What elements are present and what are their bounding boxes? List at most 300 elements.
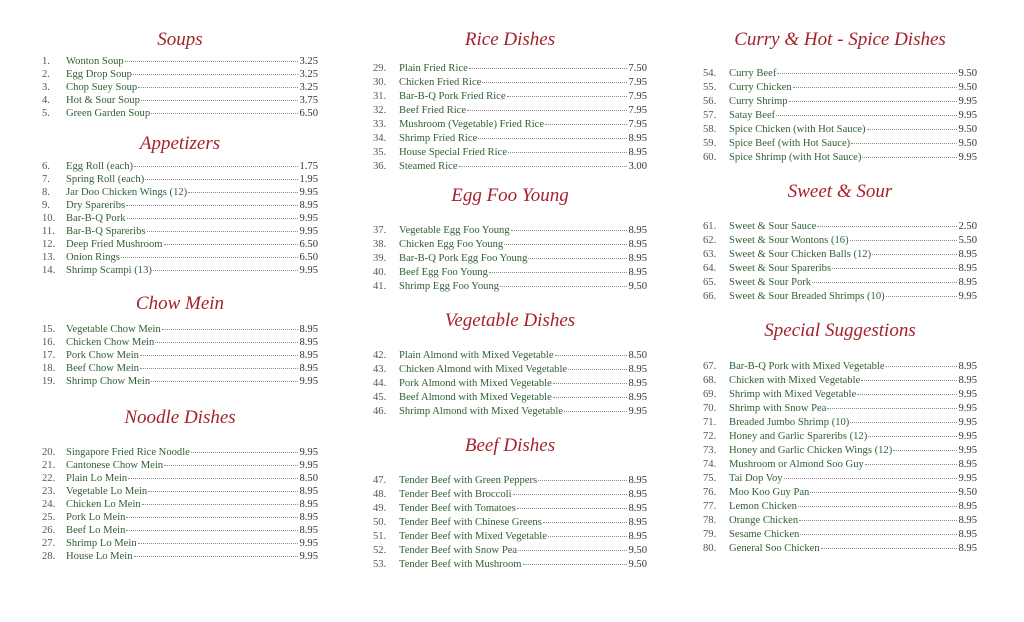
item-price: 9.95	[299, 187, 318, 198]
item-name: Sesame Chicken	[729, 529, 800, 540]
dot-leader	[553, 397, 628, 398]
dot-leader	[513, 494, 628, 495]
item-name: Curry Shrimp	[729, 96, 788, 107]
menu-item	[42, 68, 318, 81]
item-number: 23.	[42, 486, 56, 497]
item-number: 27.	[42, 538, 56, 549]
menu-item	[42, 336, 318, 349]
dot-leader	[126, 530, 298, 531]
item-name: Onion Rings	[66, 252, 120, 263]
item-name: Tender Beef with Green Peppers	[399, 475, 538, 486]
item-number: 8.	[42, 187, 50, 198]
item-price: 1.95	[299, 174, 318, 185]
item-name: House Special Fried Rice	[399, 147, 507, 158]
item-price: 3.25	[299, 82, 318, 93]
dot-leader	[489, 272, 628, 273]
dot-leader	[893, 450, 957, 451]
menu-item	[42, 94, 318, 107]
item-number: 63.	[703, 249, 717, 260]
item-name: Chicken Almond with Mixed Vegetable	[399, 364, 568, 375]
menu-item	[703, 472, 977, 486]
item-number: 64.	[703, 263, 717, 274]
item-name: Deep Fried Mushroom	[66, 239, 163, 250]
item-price: 8.95	[299, 486, 318, 497]
item-price: 8.95	[628, 239, 647, 250]
item-number: 39.	[373, 253, 387, 264]
item-number: 11.	[42, 226, 55, 237]
item-price: 8.95	[628, 475, 647, 486]
item-name: Plain Fried Rice	[399, 63, 468, 74]
menu-item	[703, 109, 977, 123]
dot-leader	[799, 520, 957, 521]
menu-item	[703, 486, 977, 500]
item-number: 30.	[373, 77, 387, 88]
dot-leader	[886, 296, 958, 297]
menu-item	[373, 516, 647, 530]
item-number: 36.	[373, 161, 387, 172]
menu-item	[373, 488, 647, 502]
item-price: 3.00	[628, 161, 647, 172]
menu-item	[373, 391, 647, 405]
item-number: 7.	[42, 174, 50, 185]
dot-leader	[145, 179, 298, 180]
menu-item	[703, 290, 977, 304]
section-heading: Beef Dishes	[464, 435, 556, 456]
item-name: Egg Roll (each)	[66, 161, 134, 172]
item-price: 7.95	[628, 105, 647, 116]
menu-item	[373, 280, 647, 294]
item-name: Sweet & Sour Spareribs	[729, 263, 832, 274]
dot-leader	[538, 480, 627, 481]
dot-leader	[511, 230, 628, 231]
item-number: 51.	[373, 531, 387, 542]
item-name: Vegetable Chow Mein	[66, 324, 161, 335]
menu-item	[703, 276, 977, 290]
item-name: Honey and Garlic Chicken Wings (12)	[729, 445, 893, 456]
dot-leader	[147, 231, 299, 232]
item-price: 8.95	[628, 133, 647, 144]
item-number: 61.	[703, 221, 717, 232]
menu-item	[42, 485, 318, 498]
dot-leader	[777, 73, 957, 74]
menu-item	[373, 146, 647, 160]
item-name: Egg Drop Soup	[66, 69, 132, 80]
section-heading: Vegetable Dishes	[444, 310, 576, 331]
item-price: 9.95	[958, 445, 977, 456]
item-price: 9.95	[958, 110, 977, 121]
dot-leader	[861, 380, 957, 381]
menu-item	[42, 459, 318, 472]
item-number: 79.	[703, 529, 717, 540]
menu-item	[42, 362, 318, 375]
menu-item	[703, 151, 977, 165]
dot-leader	[467, 110, 627, 111]
item-name: Bar-B-Q Spareribs	[66, 226, 146, 237]
item-price: 8.95	[628, 225, 647, 236]
dot-leader	[793, 87, 958, 88]
menu-item	[703, 137, 977, 151]
menu-item	[703, 95, 977, 109]
item-name: Honey and Garlic Spareribs (12)	[729, 431, 868, 442]
item-name: Shrimp Scampi (13)	[66, 265, 152, 276]
item-price: 8.95	[958, 249, 977, 260]
item-name: Mushroom (Vegetable) Fried Rice	[399, 119, 545, 130]
item-price: 8.95	[299, 350, 318, 361]
item-price: 9.50	[958, 138, 977, 149]
item-name: Spice Beef (with Hot Sauce)	[729, 138, 851, 149]
item-number: 25.	[42, 512, 56, 523]
item-number: 75.	[703, 473, 717, 484]
menu-item	[703, 528, 977, 542]
menu-item	[703, 402, 977, 416]
menu-item-list	[42, 446, 318, 563]
item-name: Cantonese Chow Mein	[66, 460, 164, 471]
item-name: Pork Almond with Mixed Vegetable	[399, 378, 552, 389]
dot-leader	[832, 268, 957, 269]
menu-item	[42, 550, 318, 563]
item-price: 9.95	[958, 473, 977, 484]
menu-item	[42, 349, 318, 362]
item-price: 9.95	[958, 291, 977, 302]
item-name: Green Garden Soup	[66, 108, 151, 119]
item-price: 9.95	[299, 460, 318, 471]
item-price: 9.95	[628, 406, 647, 417]
dot-leader	[810, 492, 957, 493]
item-number: 40.	[373, 267, 387, 278]
item-price: 9.95	[299, 226, 318, 237]
menu-item	[42, 212, 318, 225]
menu-item	[373, 104, 647, 118]
item-number: 33.	[373, 119, 387, 130]
item-number: 67.	[703, 361, 717, 372]
item-number: 50.	[373, 517, 387, 528]
item-name: Satay Beef	[729, 110, 776, 121]
item-number: 41.	[373, 281, 387, 292]
item-price: 8.95	[628, 517, 647, 528]
menu-item	[373, 474, 647, 488]
item-price: 8.50	[628, 350, 647, 361]
item-price: 8.95	[628, 253, 647, 264]
item-price: 8.95	[299, 525, 318, 536]
item-number: 65.	[703, 277, 717, 288]
item-price: 9.50	[628, 545, 647, 556]
item-price: 9.50	[628, 559, 647, 570]
item-name: Vegetable Lo Mein	[66, 486, 148, 497]
item-number: 31.	[373, 91, 387, 102]
item-number: 29.	[373, 63, 387, 74]
item-number: 38.	[373, 239, 387, 250]
menu-item	[42, 537, 318, 550]
item-number: 70.	[703, 403, 717, 414]
item-number: 6.	[42, 161, 50, 172]
item-name: Bar-B-Q Pork Fried Rice	[399, 91, 506, 102]
dot-leader	[857, 394, 957, 395]
item-number: 18.	[42, 363, 56, 374]
item-number: 14.	[42, 265, 56, 276]
item-number: 59.	[703, 138, 717, 149]
section-heading: Noodle Dishes	[124, 407, 236, 428]
item-name: Steamed Rice	[399, 161, 458, 172]
item-number: 28.	[42, 551, 56, 562]
menu-item	[373, 377, 647, 391]
item-price: 8.95	[299, 324, 318, 335]
item-number: 13.	[42, 252, 56, 263]
item-name: Tender Beef with Broccoli	[399, 489, 512, 500]
item-number: 3.	[42, 82, 50, 93]
item-number: 48.	[373, 489, 387, 500]
item-number: 47.	[373, 475, 387, 486]
menu-item-list	[703, 220, 977, 304]
item-name: Dry Spareribs	[66, 200, 126, 211]
item-price: 9.95	[958, 431, 977, 442]
item-price: 7.95	[628, 119, 647, 130]
dot-leader	[776, 115, 957, 116]
item-name: Curry Chicken	[729, 82, 792, 93]
item-price: 3.25	[299, 56, 318, 67]
dot-leader	[164, 465, 298, 466]
item-name: Bar-B-Q Pork Egg Foo Young	[399, 253, 528, 264]
menu-item	[373, 252, 647, 266]
menu-item	[373, 76, 647, 90]
item-price: 8.95	[958, 529, 977, 540]
menu-item	[703, 514, 977, 528]
item-number: 4.	[42, 95, 50, 106]
item-name: Shrimp Almond with Mixed Vegetable	[399, 406, 563, 417]
item-number: 56.	[703, 96, 717, 107]
item-price: 9.95	[299, 447, 318, 458]
menu-item	[42, 81, 318, 94]
section-heading: Curry & Hot - Spice Dishes	[734, 29, 946, 50]
item-price: 8.95	[958, 375, 977, 386]
item-number: 69.	[703, 389, 717, 400]
dot-leader	[528, 258, 627, 259]
item-number: 35.	[373, 147, 387, 158]
dot-leader	[188, 192, 298, 193]
item-name: Tai Dop Voy	[729, 473, 783, 484]
item-name: Breaded Jumbo Shrimp (10)	[729, 417, 850, 428]
dot-leader	[140, 368, 298, 369]
item-number: 73.	[703, 445, 717, 456]
menu-item	[703, 262, 977, 276]
menu-item	[703, 360, 977, 374]
menu-item	[703, 81, 977, 95]
item-price: 8.95	[628, 392, 647, 403]
item-number: 22.	[42, 473, 56, 484]
item-name: Beef Chow Mein	[66, 363, 139, 374]
item-price: 7.95	[628, 91, 647, 102]
item-name: Beef Almond with Mixed Vegetable	[399, 392, 552, 403]
item-price: 9.95	[299, 376, 318, 387]
section-heading: Sweet & Sour	[787, 181, 893, 202]
section-heading: Special Suggestions	[764, 320, 916, 341]
menu-item-list	[42, 55, 318, 120]
item-price: 8.95	[299, 363, 318, 374]
dot-leader	[518, 550, 627, 551]
dot-leader	[867, 129, 958, 130]
item-name: Tender Beef with Mushroom	[399, 559, 522, 570]
menu-item	[42, 199, 318, 212]
item-number: 60.	[703, 152, 717, 163]
item-number: 43.	[373, 364, 387, 375]
item-number: 54.	[703, 68, 717, 79]
item-price: 7.50	[628, 63, 647, 74]
item-number: 5.	[42, 108, 50, 119]
item-price: 1.75	[299, 161, 318, 172]
menu-item	[42, 446, 318, 459]
item-number: 76.	[703, 487, 717, 498]
menu-item	[703, 542, 977, 556]
menu-item	[42, 498, 318, 511]
item-name: Chicken Chow Mein	[66, 337, 155, 348]
dot-leader	[784, 478, 958, 479]
dot-leader	[872, 254, 957, 255]
item-name: Bar-B-Q Pork with Mixed Vegetable	[729, 361, 885, 372]
item-name: Vegetable Egg Foo Young	[399, 225, 510, 236]
dot-leader	[798, 506, 957, 507]
menu-item-list	[373, 62, 647, 174]
item-price: 9.95	[958, 96, 977, 107]
item-name: Spice Shrimp (with Hot Sauce)	[729, 152, 862, 163]
dot-leader	[507, 96, 628, 97]
item-name: Plain Lo Mein	[66, 473, 128, 484]
dot-leader	[138, 543, 299, 544]
item-name: Spice Chicken (with Hot Sauce)	[729, 124, 866, 135]
dot-leader	[155, 342, 298, 343]
item-number: 74.	[703, 459, 717, 470]
item-name: Shrimp with Mixed Vegetable	[729, 389, 857, 400]
item-number: 24.	[42, 499, 56, 510]
dot-leader	[148, 491, 298, 492]
item-price: 9.50	[958, 68, 977, 79]
item-number: 2.	[42, 69, 50, 80]
dot-leader	[162, 329, 299, 330]
menu-item	[703, 458, 977, 472]
item-number: 19.	[42, 376, 56, 387]
dot-leader	[812, 282, 957, 283]
menu-item	[42, 323, 318, 336]
item-price: 3.25	[299, 69, 318, 80]
menu-item	[373, 530, 647, 544]
section-heading: Rice Dishes	[464, 29, 556, 50]
item-name: Lemon Chicken	[729, 501, 797, 512]
dot-leader	[865, 464, 958, 465]
item-name: Orange Chicken	[729, 515, 799, 526]
menu-item	[703, 67, 977, 81]
dot-leader	[459, 166, 628, 167]
menu-item	[42, 511, 318, 524]
item-number: 52.	[373, 545, 387, 556]
dot-leader	[543, 522, 628, 523]
item-name: Beef Egg Foo Young	[399, 267, 488, 278]
item-number: 34.	[373, 133, 387, 144]
menu-item	[373, 558, 647, 572]
menu-item	[42, 107, 318, 120]
item-number: 32.	[373, 105, 387, 116]
item-name: Tender Beef with Tomatoes	[399, 503, 516, 514]
item-price: 3.75	[299, 95, 318, 106]
item-price: 6.50	[299, 252, 318, 263]
item-number: 80.	[703, 543, 717, 554]
dot-leader	[125, 61, 299, 62]
dot-leader	[126, 517, 298, 518]
menu-item-list	[373, 349, 647, 419]
item-number: 62.	[703, 235, 717, 246]
dot-leader	[151, 113, 298, 114]
dot-leader	[151, 381, 298, 382]
item-name: Bar-B-Q Pork	[66, 213, 126, 224]
item-price: 5.50	[958, 235, 977, 246]
item-price: 9.95	[958, 389, 977, 400]
item-price: 8.95	[628, 378, 647, 389]
item-price: 8.95	[958, 515, 977, 526]
item-name: Curry Beef	[729, 68, 777, 79]
menu-item-list	[373, 474, 647, 572]
menu-item	[42, 375, 318, 388]
dot-leader	[133, 74, 299, 75]
item-number: 72.	[703, 431, 717, 442]
dot-leader	[138, 87, 298, 88]
item-name: Beef Lo Mein	[66, 525, 126, 536]
dot-leader	[886, 366, 958, 367]
menu-item	[703, 123, 977, 137]
dot-leader	[482, 82, 627, 83]
menu-item	[42, 225, 318, 238]
item-name: Pork Lo Mein	[66, 512, 126, 523]
dot-leader	[862, 157, 957, 158]
menu-item	[373, 118, 647, 132]
item-price: 9.95	[299, 538, 318, 549]
item-number: 55.	[703, 82, 717, 93]
dot-leader	[523, 564, 628, 565]
item-number: 44.	[373, 378, 387, 389]
item-price: 8.95	[628, 364, 647, 375]
item-name: Plain Almond with Mixed Vegetable	[399, 350, 554, 361]
item-price: 8.95	[958, 501, 977, 512]
dot-leader	[127, 218, 299, 219]
item-name: Beef Fried Rice	[399, 105, 467, 116]
item-price: 8.95	[299, 499, 318, 510]
dot-leader	[868, 436, 957, 437]
item-name: House Lo Mein	[66, 551, 133, 562]
item-name: Chop Suey Soup	[66, 82, 138, 93]
dot-leader	[164, 244, 299, 245]
item-name: Tender Beef with Snow Pea	[399, 545, 518, 556]
item-number: 1.	[42, 56, 50, 67]
dot-leader	[128, 478, 298, 479]
menu-item	[373, 266, 647, 280]
menu-item-list	[703, 360, 977, 556]
item-name: Sweet & Sour Breaded Shrimps (10)	[729, 291, 885, 302]
item-name: Pork Chow Mein	[66, 350, 139, 361]
item-number: 71.	[703, 417, 717, 428]
item-number: 42.	[373, 350, 387, 361]
dot-leader	[508, 152, 627, 153]
item-price: 2.50	[958, 221, 977, 232]
item-price: 8.95	[958, 277, 977, 288]
item-name: Tender Beef with Chinese Greens	[399, 517, 542, 528]
item-price: 8.50	[299, 473, 318, 484]
item-name: Jar Doo Chicken Wings (12)	[66, 187, 188, 198]
dot-leader	[500, 286, 627, 287]
item-price: 6.50	[299, 108, 318, 119]
item-name: Chicken Fried Rice	[399, 77, 482, 88]
item-price: 8.95	[628, 489, 647, 500]
menu-item	[373, 349, 647, 363]
item-number: 57.	[703, 110, 717, 121]
item-price: 9.50	[628, 281, 647, 292]
dot-leader	[827, 408, 957, 409]
dot-leader	[548, 536, 628, 537]
